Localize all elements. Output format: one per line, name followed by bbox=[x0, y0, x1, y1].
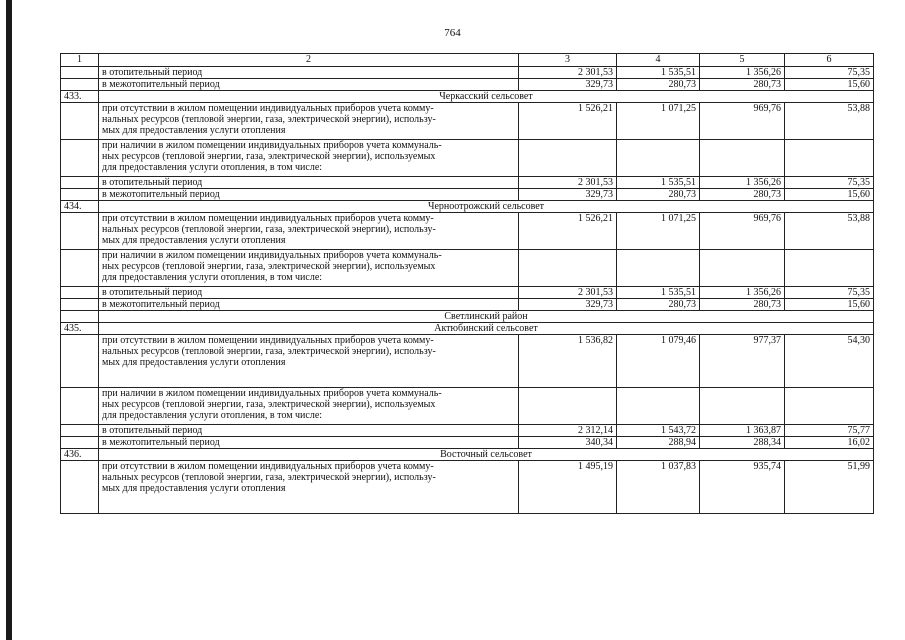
column-header: 6 bbox=[785, 54, 874, 67]
value-cell-col6 bbox=[785, 388, 874, 425]
row-index bbox=[61, 335, 99, 388]
value-cell-col3: 1 526,21 bbox=[519, 103, 617, 140]
value-cell-col4: 1 037,83 bbox=[617, 461, 700, 514]
row-description: при наличии в жилом помещении индивидуальных приборов учета коммуналь- ных ресурсов (тепловой энергии, газа, электрической энергии), используемых для предоставления услуги отопления, в том числе: bbox=[99, 388, 519, 425]
value-cell-col3 bbox=[519, 388, 617, 425]
value-cell-col4: 280,73 bbox=[617, 189, 700, 201]
value-cell-col4: 1 071,25 bbox=[617, 213, 700, 250]
column-header: 1 bbox=[61, 54, 99, 67]
column-header: 2 bbox=[99, 54, 519, 67]
period-row bbox=[61, 299, 874, 311]
row-index: 434. bbox=[61, 201, 99, 213]
value-cell-col4: 1 535,51 bbox=[617, 287, 700, 299]
description-row bbox=[61, 103, 874, 140]
value-cell-col3: 2 301,53 bbox=[519, 177, 617, 189]
row-index bbox=[61, 311, 99, 323]
period-row bbox=[61, 177, 874, 189]
value-cell-col6: 15,60 bbox=[785, 79, 874, 91]
row-index bbox=[61, 103, 99, 140]
value-cell-col4: 1 543,72 bbox=[617, 425, 700, 437]
value-cell-col4: 280,73 bbox=[617, 79, 700, 91]
row-index bbox=[61, 67, 99, 79]
value-cell-col5 bbox=[700, 140, 785, 177]
row-description: в отопительный период bbox=[99, 177, 519, 189]
row-index bbox=[61, 213, 99, 250]
value-cell-col3: 1 495,19 bbox=[519, 461, 617, 514]
period-row bbox=[61, 79, 874, 91]
column-header: 4 bbox=[617, 54, 700, 67]
value-cell-col6 bbox=[785, 250, 874, 287]
value-cell-col4 bbox=[617, 250, 700, 287]
row-description: в отопительный период bbox=[99, 67, 519, 79]
value-cell-col5: 977,37 bbox=[700, 335, 785, 388]
row-description: в отопительный период bbox=[99, 425, 519, 437]
value-cell-col4: 288,94 bbox=[617, 437, 700, 449]
row-index bbox=[61, 250, 99, 287]
row-index bbox=[61, 287, 99, 299]
value-cell-col5: 1 356,26 bbox=[700, 67, 785, 79]
section-row bbox=[61, 311, 874, 323]
value-cell-col3: 2 312,14 bbox=[519, 425, 617, 437]
value-cell-col4: 1 535,51 bbox=[617, 67, 700, 79]
section-title: Черкасский сельсовет bbox=[99, 91, 874, 103]
value-cell-col6 bbox=[785, 140, 874, 177]
value-cell-col4: 1 079,46 bbox=[617, 335, 700, 388]
column-header: 3 bbox=[519, 54, 617, 67]
value-cell-col3: 2 301,53 bbox=[519, 287, 617, 299]
value-cell-col5: 280,73 bbox=[700, 79, 785, 91]
value-cell-col6: 75,35 bbox=[785, 67, 874, 79]
value-cell-col3: 1 536,82 bbox=[519, 335, 617, 388]
row-description: при наличии в жилом помещении индивидуальных приборов учета коммуналь- ных ресурсов (тепловой энергии, газа, электрической энергии), используемых для предоставления услуги отопления, в том числе: bbox=[99, 140, 519, 177]
section-row bbox=[61, 323, 874, 335]
value-cell-col3 bbox=[519, 140, 617, 177]
column-header: 5 bbox=[700, 54, 785, 67]
section-title: Восточный сельсовет bbox=[99, 449, 874, 461]
section-title: Черноотрожский сельсовет bbox=[99, 201, 874, 213]
row-index: 435. bbox=[61, 323, 99, 335]
row-index: 433. bbox=[61, 91, 99, 103]
section-row bbox=[61, 91, 874, 103]
header-row bbox=[61, 54, 874, 67]
row-description: в межотопительный период bbox=[99, 79, 519, 91]
value-cell-col4: 280,73 bbox=[617, 299, 700, 311]
value-cell-col4: 1 535,51 bbox=[617, 177, 700, 189]
value-cell-col3 bbox=[519, 250, 617, 287]
section-title: Актюбинский сельсовет bbox=[99, 323, 874, 335]
page-number: 764 bbox=[444, 27, 461, 39]
value-cell-col5: 935,74 bbox=[700, 461, 785, 514]
value-cell-col5: 1 356,26 bbox=[700, 177, 785, 189]
value-cell-col3: 329,73 bbox=[519, 299, 617, 311]
row-index bbox=[61, 189, 99, 201]
value-cell-col5: 969,76 bbox=[700, 213, 785, 250]
section-title: Светлинский район bbox=[99, 311, 874, 323]
period-row bbox=[61, 189, 874, 201]
value-cell-col3: 329,73 bbox=[519, 189, 617, 201]
description-row bbox=[61, 388, 874, 425]
value-cell-col6: 53,88 bbox=[785, 213, 874, 250]
value-cell-col6: 51,99 bbox=[785, 461, 874, 514]
value-cell-col3: 1 526,21 bbox=[519, 213, 617, 250]
section-row bbox=[61, 201, 874, 213]
value-cell-col4 bbox=[617, 388, 700, 425]
value-cell-col5 bbox=[700, 388, 785, 425]
period-row bbox=[61, 287, 874, 299]
value-cell-col6: 75,35 bbox=[785, 177, 874, 189]
value-cell-col6: 16,02 bbox=[785, 437, 874, 449]
row-description: в межотопительный период bbox=[99, 437, 519, 449]
row-index: 436. bbox=[61, 449, 99, 461]
section-row bbox=[61, 449, 874, 461]
row-description: при отсутствии в жилом помещении индивидуальных приборов учета комму- нальных ресурсов (тепловой энергии, газа, электрической энергии), использу- мых для предоставления услуги отопления bbox=[99, 103, 519, 140]
value-cell-col4 bbox=[617, 140, 700, 177]
value-cell-col5: 1 356,26 bbox=[700, 287, 785, 299]
description-row bbox=[61, 250, 874, 287]
period-row bbox=[61, 67, 874, 79]
row-index bbox=[61, 299, 99, 311]
tariff-table bbox=[60, 53, 874, 514]
row-index bbox=[61, 140, 99, 177]
description-row bbox=[61, 335, 874, 388]
value-cell-col6: 15,60 bbox=[785, 189, 874, 201]
value-cell-col3: 2 301,53 bbox=[519, 67, 617, 79]
value-cell-col3: 329,73 bbox=[519, 79, 617, 91]
description-row bbox=[61, 461, 874, 514]
row-index bbox=[61, 461, 99, 514]
value-cell-col5: 1 363,87 bbox=[700, 425, 785, 437]
value-cell-col6: 54,30 bbox=[785, 335, 874, 388]
value-cell-col5 bbox=[700, 250, 785, 287]
row-description: при отсутствии в жилом помещении индивидуальных приборов учета комму- нальных ресурсов (тепловой энергии, газа, электрической энергии), использу- мых для предоставления услуги отопления bbox=[99, 335, 519, 388]
value-cell-col3: 340,34 bbox=[519, 437, 617, 449]
value-cell-col5: 280,73 bbox=[700, 299, 785, 311]
value-cell-col4: 1 071,25 bbox=[617, 103, 700, 140]
row-index bbox=[61, 79, 99, 91]
value-cell-col5: 280,73 bbox=[700, 189, 785, 201]
value-cell-col6: 75,77 bbox=[785, 425, 874, 437]
row-index bbox=[61, 425, 99, 437]
period-row bbox=[61, 437, 874, 449]
page-edge-bar bbox=[6, 0, 12, 640]
value-cell-col6: 15,60 bbox=[785, 299, 874, 311]
row-description: при отсутствии в жилом помещении индивидуальных приборов учета комму- нальных ресурсов (тепловой энергии, газа, электрической энергии), использу- мых для предоставления услуги отопления bbox=[99, 461, 519, 514]
row-description: в межотопительный период bbox=[99, 299, 519, 311]
period-row bbox=[61, 425, 874, 437]
row-index bbox=[61, 388, 99, 425]
row-description: в межотопительный период bbox=[99, 189, 519, 201]
row-index bbox=[61, 177, 99, 189]
value-cell-col6: 53,88 bbox=[785, 103, 874, 140]
row-index bbox=[61, 437, 99, 449]
description-row bbox=[61, 213, 874, 250]
row-description: при наличии в жилом помещении индивидуальных приборов учета коммуналь- ных ресурсов (тепловой энергии, газа, электрической энергии), используемых для предоставления услуги отопления, в том числе: bbox=[99, 250, 519, 287]
description-row bbox=[61, 140, 874, 177]
row-description: в отопительный период bbox=[99, 287, 519, 299]
value-cell-col6: 75,35 bbox=[785, 287, 874, 299]
row-description: при отсутствии в жилом помещении индивидуальных приборов учета комму- нальных ресурсов (тепловой энергии, газа, электрической энергии), использу- мых для предоставления услуги отопления bbox=[99, 213, 519, 250]
value-cell-col5: 969,76 bbox=[700, 103, 785, 140]
value-cell-col5: 288,34 bbox=[700, 437, 785, 449]
